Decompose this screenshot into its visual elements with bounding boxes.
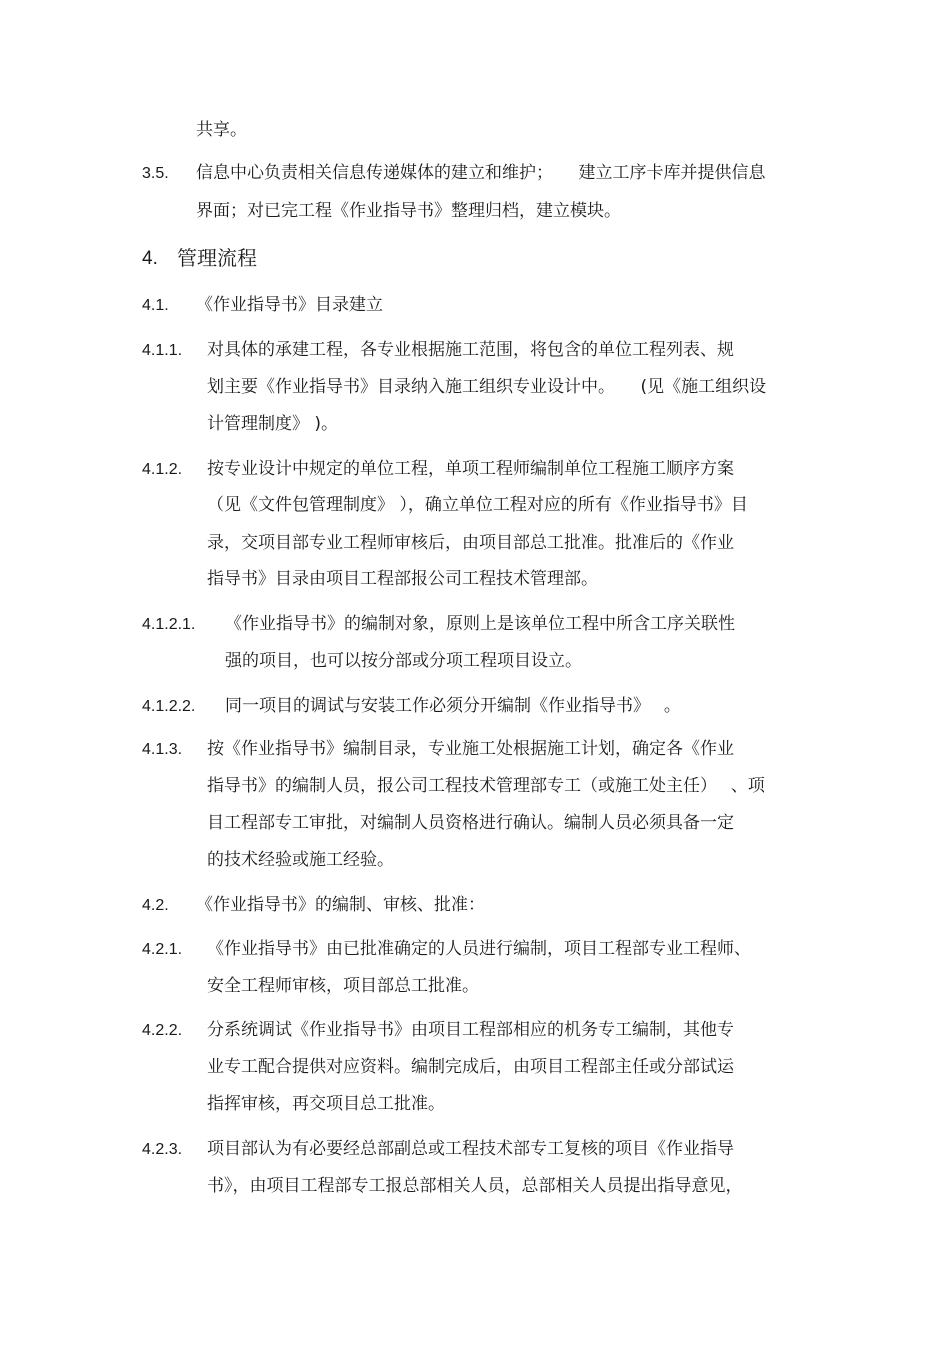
- paragraph-line: 录，交项目部专业工程师审核后，由项目部总工批准。批准后的《作业: [207, 533, 734, 553]
- paragraph-line: 项目部认为有必要经总部副总或工程技术部专工复核的项目《作业指导: [207, 1139, 734, 1159]
- paragraph-line: 按《作业指导书》编制目录，专业施工处根据施工计划，确定各《作业: [207, 739, 734, 759]
- paragraph-line: 对具体的承建工程，各专业根据施工范围，将包含的单位工程列表、规: [207, 340, 734, 360]
- section-number: 4.2.2.: [142, 1022, 183, 1039]
- heading-number: 4.: [142, 248, 158, 269]
- section-number: 4.1.2.2.: [142, 698, 196, 715]
- paragraph-line: 计管理制度》 )。: [207, 414, 339, 434]
- paragraph-line: 分系统调试《作业指导书》由项目工程部相应的机务专工编制，其他专: [207, 1020, 734, 1040]
- paragraph-line: 目工程部专工审批，对编制人员资格进行确认。编制人员必须具备一定: [207, 813, 734, 833]
- section-number: 4.1.1.: [142, 342, 183, 359]
- section-heading: 管理流程: [177, 246, 257, 270]
- paragraph-line: 指挥审核，再交项目总工批准。: [207, 1094, 445, 1114]
- section-number: 4.2.: [142, 897, 169, 914]
- subsection-title: 《作业指导书》目录建立: [196, 295, 383, 315]
- paragraph-line: 信息中心负责相关信息传递媒体的建立和维护； 建立工序卡库并提供信息: [196, 163, 766, 183]
- paragraph-line: 指导书》的编制人员，报公司工程技术管理部专工（或施工处主任） 、项: [207, 776, 765, 796]
- paragraph-line: 的技术经验或施工经验。: [207, 850, 394, 870]
- section-number: 3.5.: [142, 165, 169, 182]
- section-number: 4.1.3.: [142, 741, 183, 758]
- paragraph-line: 书》，由项目工程部专工报总部相关人员，总部相关人员提出指导意见，: [207, 1176, 743, 1196]
- subsection-title: 《作业指导书》的编制、审核、批准：: [196, 895, 485, 915]
- paragraph-line: 共享。: [196, 120, 247, 140]
- section-number: 4.1.2.: [142, 461, 183, 478]
- paragraph-line: 划主要《作业指导书》目录纳入施工组织专业设计中。 (见《施工组织设: [207, 377, 767, 397]
- paragraph-line: 按专业设计中规定的单位工程，单项工程师编制单位工程施工顺序方案: [207, 459, 734, 479]
- paragraph-line: 指导书》目录由项目工程部报公司工程技术管理部。: [207, 569, 598, 589]
- paragraph-line: 安全工程师审核，项目部总工批准。: [207, 976, 479, 996]
- section-number: 4.1.: [142, 297, 169, 314]
- section-number: 4.2.3.: [142, 1141, 183, 1158]
- section-number: 4.2.1.: [142, 941, 183, 958]
- paragraph-line: 业专工配合提供对应资料。编制完成后，由项目工程部主任或分部试运: [207, 1057, 734, 1077]
- paragraph-line: 同一项目的调试与安装工作必须分开编制《作业指导书》 。: [225, 696, 681, 716]
- paragraph-line: 《作业指导书》由已批准确定的人员进行编制，项目工程部专业工程师、: [207, 939, 751, 959]
- paragraph-line: 界面；对已完工程《作业指导书》整理归档，建立模块。: [196, 201, 621, 221]
- paragraph-line: （见《文件包管理制度》 ），确立单位工程对应的所有《作业指导书》目: [207, 495, 748, 515]
- paragraph-line: 强的项目，也可以按分部或分项工程项目设立。: [225, 651, 582, 671]
- section-number: 4.1.2.1.: [142, 616, 196, 633]
- paragraph-line: 《作业指导书》的编制对象，原则上是该单位工程中所含工序关联性: [225, 614, 735, 634]
